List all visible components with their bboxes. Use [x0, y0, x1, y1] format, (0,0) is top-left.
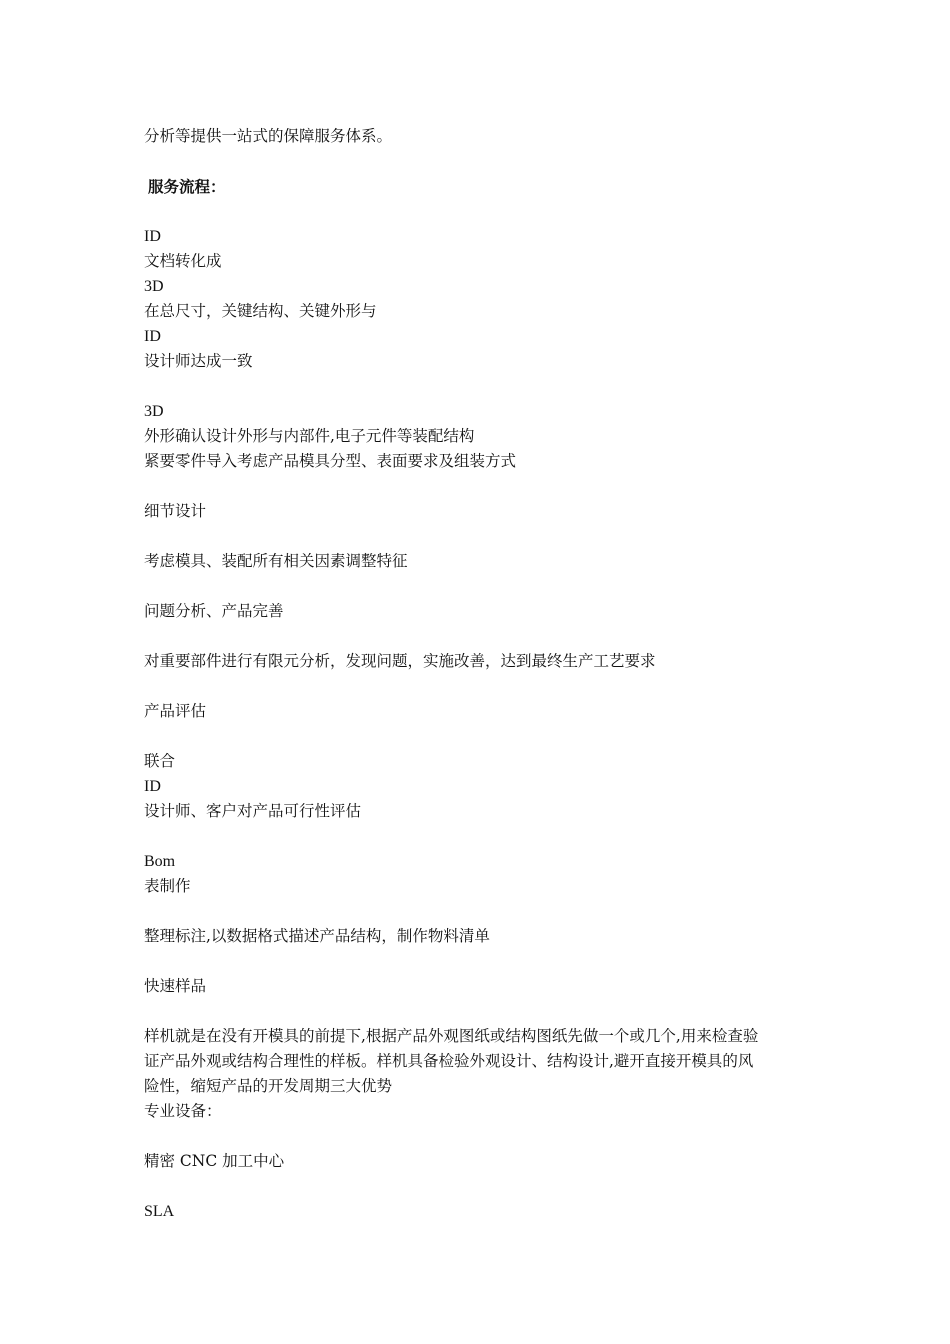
text-line: 紧要零件导入考虑产品模具分型、表面要求及组装方式	[144, 452, 517, 470]
step-description: 整理标注,以数据格式描述产品结构，制作物料清单	[144, 927, 490, 945]
step-description: 考虑模具、装配所有相关因素调整特征	[144, 552, 408, 570]
intro-line: 分析等提供一站式的保障服务体系。	[144, 127, 393, 145]
text-line: 3D	[144, 403, 164, 420]
equipment-item: SLA	[144, 1203, 175, 1220]
text-line: 在总尺寸，关键结构、关键外形与	[144, 302, 377, 320]
equipment-heading: 专业设备：	[144, 1102, 222, 1120]
step-description: 对重要部件进行有限元分析，发现问题，实施改善，达到最终生产工艺要求	[144, 652, 656, 670]
text-line: 3D	[144, 278, 164, 295]
paragraph-line: 样机就是在没有开模具的前提下,根据产品外观图纸或结构图纸先做一个或几个,用来检查验	[144, 1027, 759, 1045]
text-line: 设计师、客户对产品可行性评估	[144, 802, 362, 820]
step-title-detail-design: 细节设计	[144, 502, 207, 520]
text-line: ID	[144, 328, 161, 345]
step-title-problem-analysis: 问题分析、产品完善	[144, 602, 284, 620]
text-line: 设计师达成一致	[144, 352, 253, 370]
text-line: 文档转化成	[144, 252, 222, 270]
paragraph-line: 险性，缩短产品的开发周期三大优势	[144, 1077, 393, 1095]
text-line: ID	[144, 778, 161, 795]
text-line: ID	[144, 228, 161, 245]
section-heading-service-process: 服务流程：	[148, 177, 226, 196]
step-title-rapid-prototype: 快速样品	[144, 977, 207, 995]
text-line: 表制作	[144, 877, 191, 895]
paragraph-line: 证产品外观或结构合理性的样板。样机具备检验外观设计、结构设计,避开直接开模具的风	[144, 1052, 754, 1070]
text-line: Bom	[144, 853, 176, 870]
step-title-product-evaluation: 产品评估	[144, 702, 207, 720]
equipment-item: 精密 CNC 加工中心	[144, 1152, 285, 1170]
text-line: 联合	[144, 752, 176, 770]
text-line: 外形确认设计外形与内部件,电子元件等装配结构	[144, 427, 475, 445]
